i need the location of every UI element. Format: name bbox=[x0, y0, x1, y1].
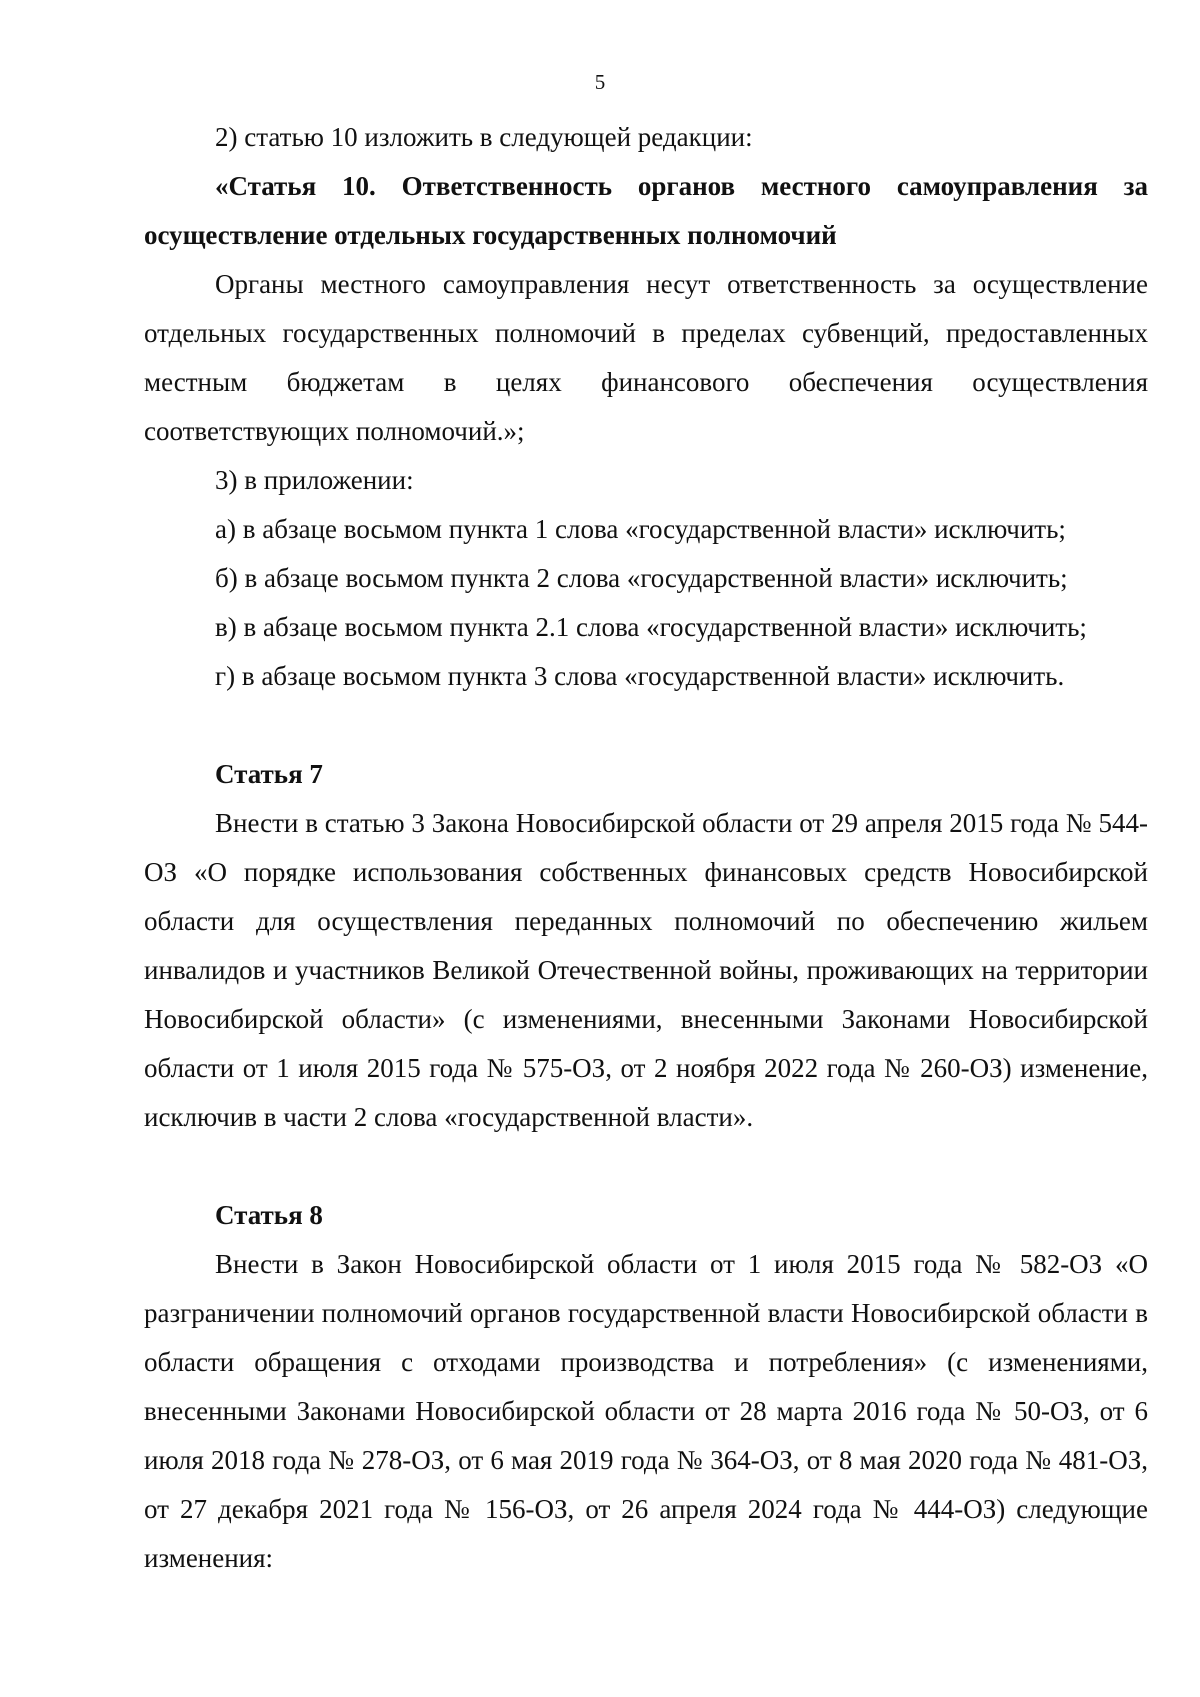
document-body bbox=[144, 113, 1148, 1583]
article-8-heading: Статья 8 bbox=[215, 1200, 323, 1230]
subitem-a: а) в абзаце восьмом пункта 1 слова «государственной власти» исключить; bbox=[215, 514, 1066, 544]
subitem-v: в) в абзаце восьмом пункта 2.1 слова «государственной власти» исключить; bbox=[215, 612, 1087, 642]
article-8-text: Внести в Закон Новосибирской области от 1 июля 2015 года № 582-ОЗ «О разграничении полномочий органов государственной власти Новосибирской области в области обращения с отходами производства и потребления» (с изменениями, внесенными Законами Новосибирской области от 28 марта 2016 года № 50-ОЗ, от 6 июля 2018 года № 278-ОЗ, от 6 мая 2019 года № 364-ОЗ, от 8 мая 2020 года № 481-ОЗ, от 27 декабря 2021 года № 156-ОЗ, от 26 апреля 2024 года № 444-ОЗ) следующие изменения: bbox=[144, 1249, 1148, 1573]
subitem-b: б) в абзаце восьмом пункта 2 слова «государственной власти» исключить; bbox=[215, 563, 1068, 593]
paragraph-item-3: 3) в приложении: bbox=[215, 465, 414, 495]
spacer bbox=[144, 1142, 1148, 1191]
subitem-g: г) в абзаце восьмом пункта 3 слова «государственной власти» исключить. bbox=[215, 661, 1065, 691]
article-10-text: Органы местного самоуправления несут ответственность за осуществление отдельных государственных полномочий в пределах субвенций, предоставленных местным бюджетам в целях финансового обеспечения осуществления соответствующих полномочий.»; bbox=[144, 269, 1148, 446]
article-10-title: «Статья 10. Ответственность органов местного самоуправления за осуществление отдельных государственных полномочий bbox=[144, 171, 1148, 250]
article-7-text: Внести в статью 3 Закона Новосибирской области от 29 апреля 2015 года № 544-ОЗ «О порядке использования собственных финансовых средств Новосибирской области для осуществления переданных полномочий по обеспечению жильем инвалидов и участников Великой Отечественной войны, проживающих на территории Новосибирской области» (с изменениями, внесенными Законами Новосибирской области от 1 июля 2015 года № 575-ОЗ, от 2 ноября 2022 года № 260-ОЗ) изменение, исключив в части 2 слова «государственной власти». bbox=[144, 808, 1148, 1132]
page-number: 5 bbox=[594, 70, 606, 94]
article-7-heading: Статья 7 bbox=[215, 759, 323, 789]
spacer bbox=[144, 701, 1148, 750]
paragraph-item-2: 2) статью 10 изложить в следующей редакции: bbox=[215, 122, 753, 152]
